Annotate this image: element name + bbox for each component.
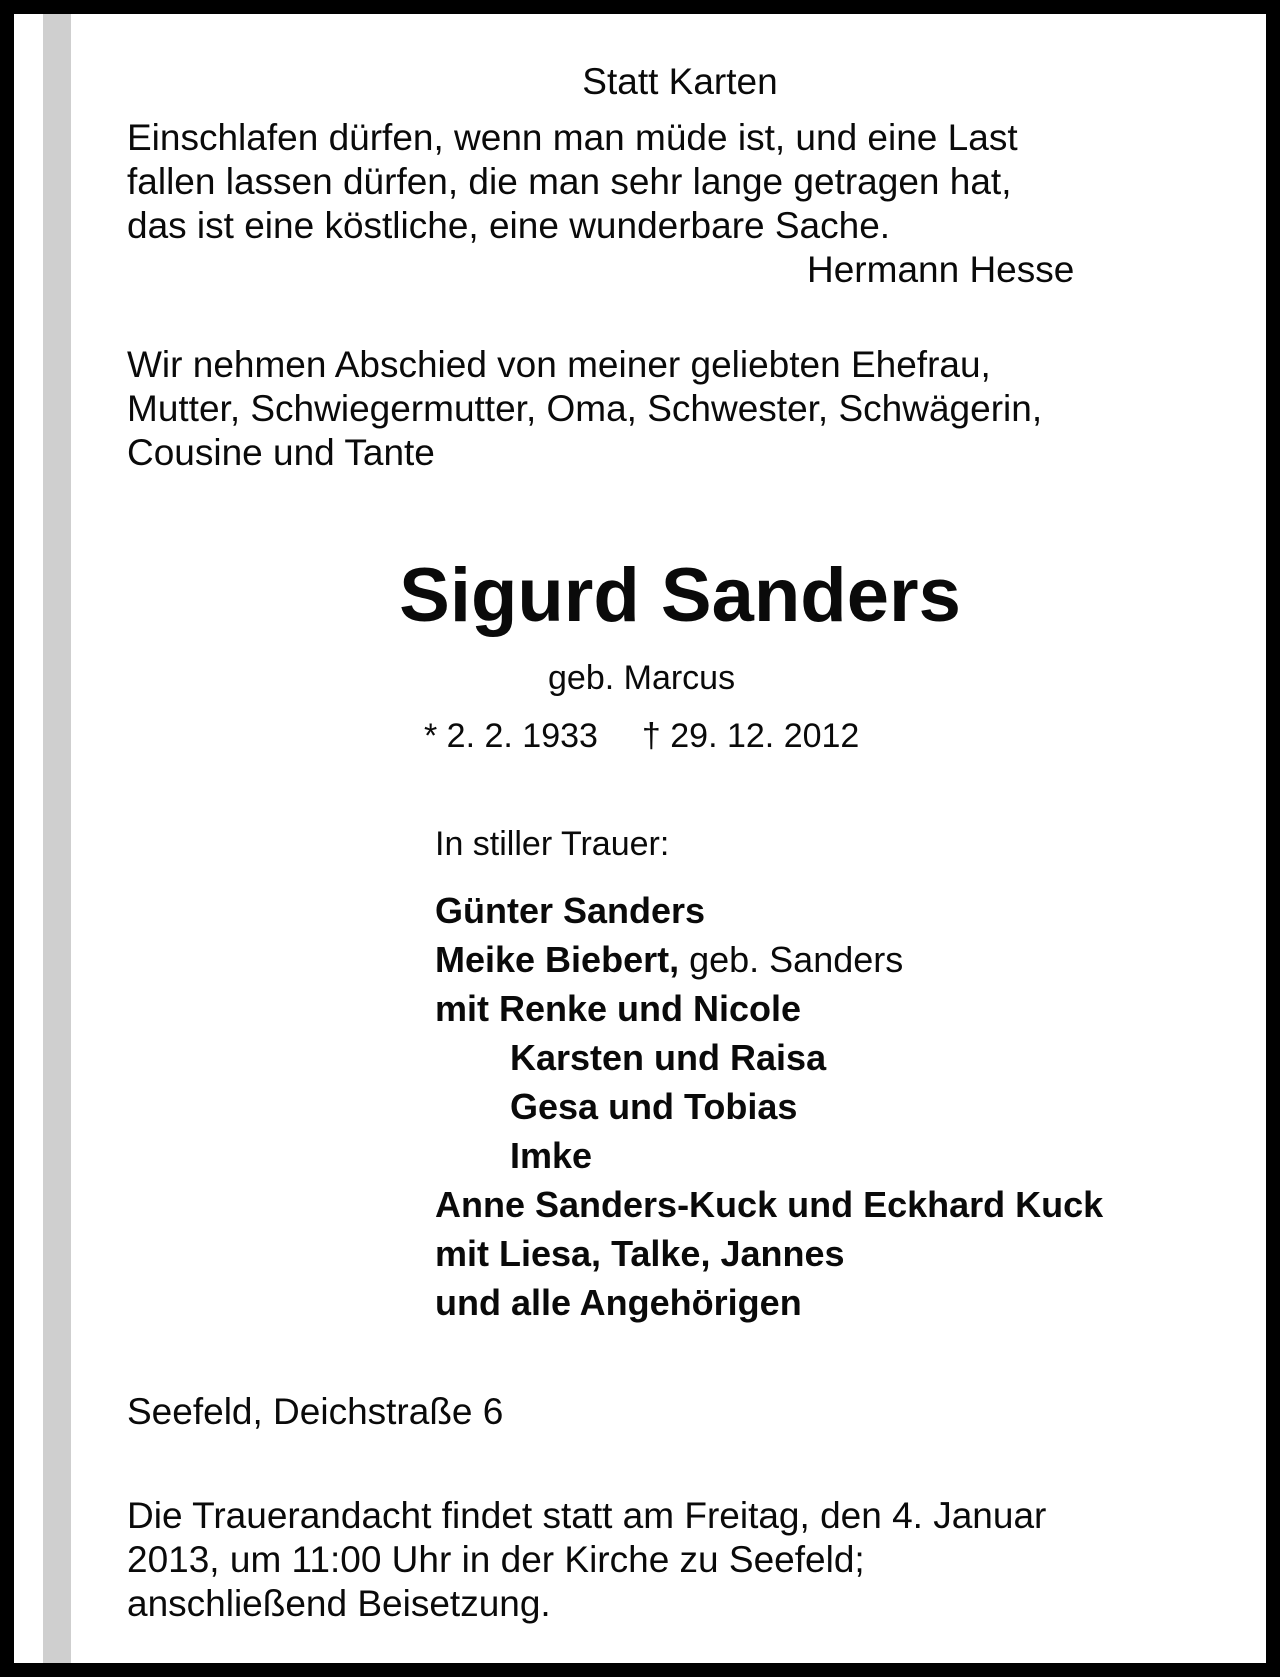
mourner-line bbox=[435, 935, 1103, 984]
service-line: 2013, um 11:00 Uhr in der Kirche zu Seefeld; bbox=[127, 1539, 865, 1580]
mourning-label: In stiller Trauer: bbox=[435, 825, 670, 863]
mourner-birth-name: geb. Sanders bbox=[679, 939, 904, 980]
address: Seefeld, Deichstraße 6 bbox=[127, 1391, 504, 1432]
mourner-line: mit Liesa, Talke, Jannes bbox=[435, 1233, 845, 1274]
left-margin-stripe bbox=[43, 14, 71, 1663]
mourner-line: und alle Angehörigen bbox=[435, 1282, 802, 1323]
farewell-intro bbox=[127, 343, 1042, 475]
mourner-line: Anne Sanders-Kuck und Eckhard Kuck bbox=[435, 1184, 1104, 1225]
mourner-line: mit Renke und Nicole bbox=[435, 988, 802, 1029]
mourner-line: Günter Sanders bbox=[435, 890, 706, 931]
birth-name: geb. Marcus bbox=[548, 659, 736, 697]
quote-line: das ist eine köstliche, eine wunderbare Sache. bbox=[127, 205, 891, 246]
life-dates bbox=[424, 714, 859, 758]
mourner-name: Meike Biebert, bbox=[435, 939, 680, 980]
quote-line: Einschlafen dürfen, wenn man müde ist, und eine Last bbox=[127, 117, 1018, 158]
deceased-name: Sigurd Sanders bbox=[399, 553, 961, 638]
mourner-line: Imke bbox=[510, 1135, 593, 1176]
birth-date: * 2. 2. 1933 bbox=[424, 717, 598, 755]
mourners-list bbox=[435, 886, 1103, 1327]
mourner-line: Karsten und Raisa bbox=[510, 1037, 827, 1078]
death-date: † 29. 12. 2012 bbox=[641, 717, 860, 755]
intro-line: Wir nehmen Abschied von meiner geliebten Ehefrau, bbox=[127, 344, 991, 385]
header-statt-karten: Statt Karten bbox=[582, 61, 778, 102]
quote bbox=[127, 116, 1018, 248]
service-info bbox=[127, 1494, 1046, 1626]
mourner-line: Gesa und Tobias bbox=[510, 1086, 798, 1127]
quote-line: fallen lassen dürfen, die man sehr lange getragen hat, bbox=[127, 161, 1012, 202]
intro-line: Cousine und Tante bbox=[127, 432, 435, 473]
service-line: anschließend Beisetzung. bbox=[127, 1583, 551, 1624]
obituary-notice bbox=[14, 14, 1266, 1663]
quote-author: Hermann Hesse bbox=[807, 249, 1075, 290]
intro-line: Mutter, Schwiegermutter, Oma, Schwester, Schwägerin, bbox=[127, 388, 1043, 429]
service-line: Die Trauerandacht findet statt am Freitag, den 4. Januar bbox=[127, 1495, 1047, 1536]
